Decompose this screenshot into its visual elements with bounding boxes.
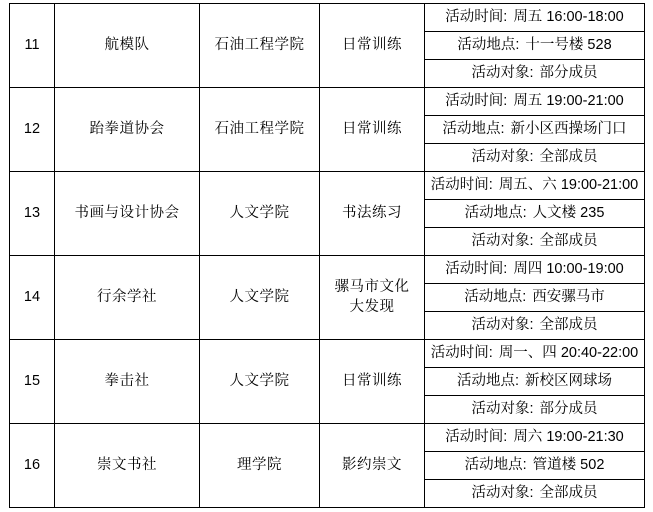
cell-activity-place (425, 284, 645, 312)
value-activity-time: 周五、六 19:00-21:00 (498, 177, 639, 194)
cell-college: 理学院 (200, 424, 320, 508)
club-activity-table (9, 3, 645, 508)
cell-activity-audience (425, 144, 645, 172)
table-row (10, 424, 645, 452)
value-activity-place: 新小区西操场门口 (510, 121, 627, 138)
cell-activity-time (425, 88, 645, 116)
table-row (10, 88, 645, 116)
label-activity-place: 活动地点: (464, 289, 527, 306)
cell-activity-time (425, 424, 645, 452)
document-page (0, 3, 653, 512)
cell-club-name: 行余学社 (55, 256, 200, 340)
cell-activity-place (425, 368, 645, 396)
label-activity-time: 活动时间: (445, 93, 508, 110)
value-activity-audience: 部分成员 (539, 65, 598, 82)
value-activity-time: 周五 16:00-18:00 (513, 9, 624, 26)
cell-college: 人文学院 (200, 340, 320, 424)
cell-activity-place (425, 116, 645, 144)
label-activity-time: 活动时间: (445, 9, 508, 26)
cell-activity-place (425, 200, 645, 228)
cell-index: 12 (10, 88, 55, 172)
value-activity-place: 西安骡马市 (532, 289, 605, 306)
cell-activity: 日常训练 (320, 4, 425, 88)
label-activity-place: 活动地点: (442, 121, 505, 138)
table-row (10, 340, 645, 368)
cell-college: 石油工程学院 (200, 88, 320, 172)
label-activity-audience: 活动对象: (471, 401, 534, 418)
cell-activity-time (425, 4, 645, 32)
cell-activity: 日常训练 (320, 340, 425, 424)
value-activity-time: 周五 19:00-21:00 (513, 93, 624, 110)
label-activity-time: 活动时间: (445, 261, 508, 278)
cell-activity-audience (425, 480, 645, 508)
value-activity-audience: 部分成员 (539, 401, 598, 418)
value-activity-time: 周六 19:00-21:30 (513, 429, 624, 446)
cell-activity-place (425, 32, 645, 60)
label-activity-time: 活动时间: (430, 345, 493, 362)
label-activity-place: 活动地点: (464, 205, 527, 222)
label-activity-audience: 活动对象: (471, 233, 534, 250)
label-activity-audience: 活动对象: (471, 317, 534, 334)
cell-activity-audience (425, 396, 645, 424)
value-activity-time: 周一、四 20:40-22:00 (498, 345, 639, 362)
cell-club-name: 跆拳道协会 (55, 88, 200, 172)
cell-index: 14 (10, 256, 55, 340)
cell-index: 11 (10, 4, 55, 88)
label-activity-time: 活动时间: (430, 177, 493, 194)
value-activity-audience: 全部成员 (539, 233, 598, 250)
cell-activity-time (425, 340, 645, 368)
label-activity-audience: 活动对象: (471, 65, 534, 82)
value-activity-time: 周四 10:00-19:00 (513, 261, 624, 278)
label-activity-place: 活动地点: (456, 373, 519, 390)
cell-index: 16 (10, 424, 55, 508)
cell-activity-time (425, 256, 645, 284)
value-activity-audience: 全部成员 (539, 485, 598, 502)
cell-college: 石油工程学院 (200, 4, 320, 88)
cell-activity-audience (425, 228, 645, 256)
value-activity-audience: 全部成员 (539, 317, 598, 334)
cell-college: 人文学院 (200, 172, 320, 256)
table-row (10, 4, 645, 32)
cell-activity (320, 256, 425, 340)
cell-activity-audience (425, 312, 645, 340)
cell-club-name: 书画与设计协会 (55, 172, 200, 256)
label-activity-place: 活动地点: (457, 37, 520, 54)
cell-club-name: 航模队 (55, 4, 200, 88)
table-row (10, 172, 645, 200)
value-activity-place: 新校区网球场 (525, 373, 613, 390)
value-activity-place: 十一号楼 528 (525, 37, 612, 54)
value-activity-place: 人文楼 235 (532, 205, 605, 222)
cell-activity: 书法练习 (320, 172, 425, 256)
cell-activity-time (425, 172, 645, 200)
label-activity-audience: 活动对象: (471, 149, 534, 166)
table-row (10, 256, 645, 284)
cell-index: 13 (10, 172, 55, 256)
cell-college: 人文学院 (200, 256, 320, 340)
cell-activity-line1: 骡马市文化 (334, 278, 410, 295)
cell-activity: 影约崇文 (320, 424, 425, 508)
cell-activity-place (425, 452, 645, 480)
label-activity-place: 活动地点: (464, 457, 527, 474)
cell-activity-audience (425, 60, 645, 88)
cell-index: 15 (10, 340, 55, 424)
cell-activity-line2: 大发现 (349, 298, 395, 315)
cell-activity: 日常训练 (320, 88, 425, 172)
label-activity-audience: 活动对象: (471, 485, 534, 502)
table-body (10, 4, 645, 508)
label-activity-time: 活动时间: (445, 429, 508, 446)
value-activity-place: 管道楼 502 (532, 457, 605, 474)
cell-club-name: 崇文书社 (55, 424, 200, 508)
cell-club-name: 拳击社 (55, 340, 200, 424)
value-activity-audience: 全部成员 (539, 149, 598, 166)
